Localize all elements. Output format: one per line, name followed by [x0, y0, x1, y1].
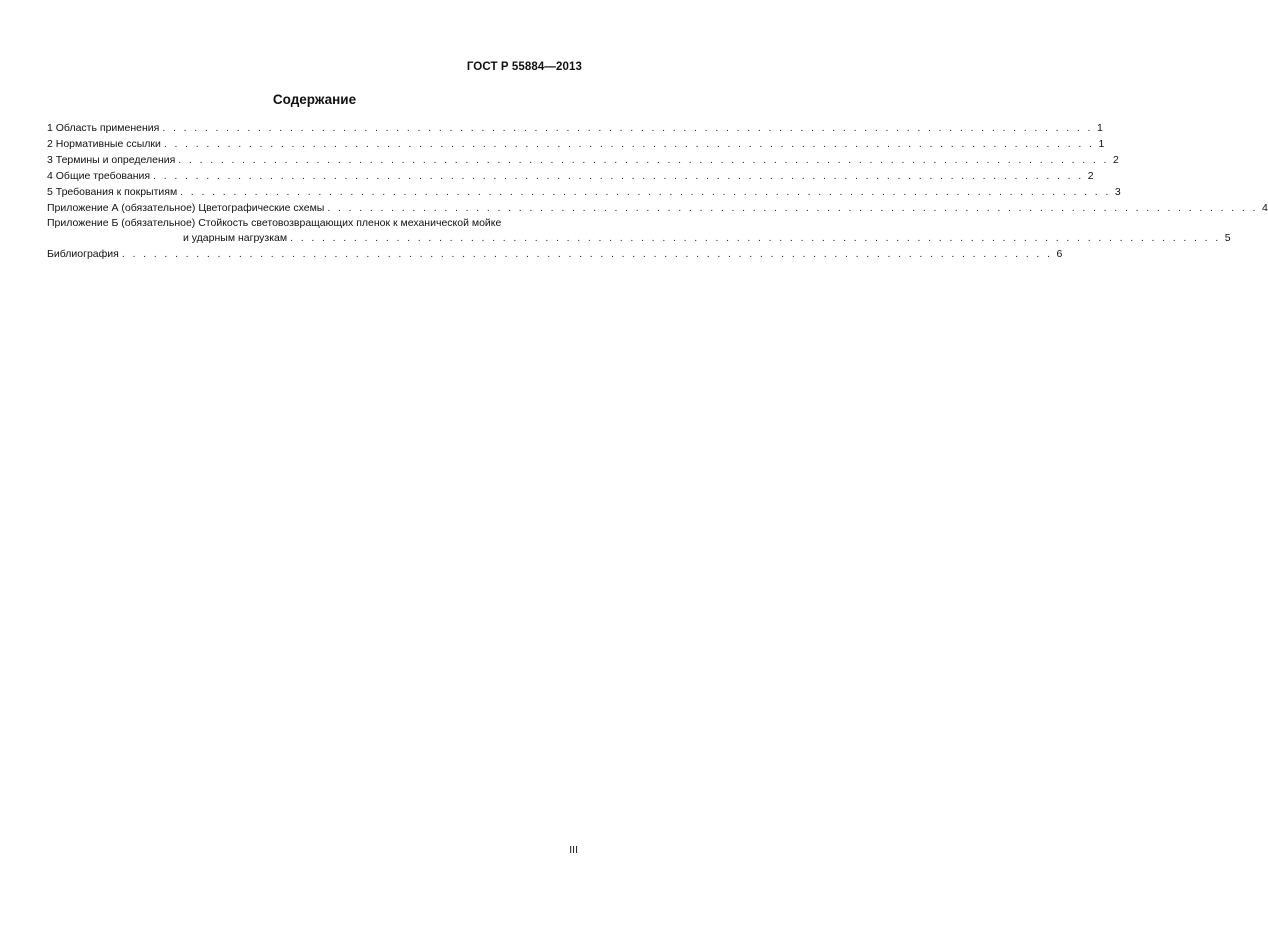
toc-entry-3[interactable]	[47, 152, 1119, 168]
leader-dots: . . . . . . . . . . . . . . . . . . . . . . . . . . . . . . . . . . . . . . . . . . . . . . . . . . . . . . . . . . . . . . . . . . . . . . . . . . . . . . . . . . . . . . . .	[153, 170, 1084, 182]
toc-entry-page: 2	[1112, 154, 1119, 166]
toc-entry-label: 1 Область применения	[47, 122, 160, 134]
toc-entry-label: Приложение А (обязательное) Цветографические схемы	[47, 202, 325, 214]
leader-dots: . . . . . . . . . . . . . . . . . . . . . . . . . . . . . . . . . . . . . . . . . . . . . . . . . . . . . . . . . . . . . . . . . . . . . . . . . . . . . . . . . . . . . . . .	[163, 138, 1095, 150]
toc-entry-label: 2 Нормативные ссылки	[47, 138, 161, 150]
toc-entry-page: 6	[1056, 248, 1063, 260]
toc-entry-page: 4	[1262, 202, 1268, 214]
toc-entry-bibliography[interactable]	[47, 246, 1063, 262]
page-number: III	[569, 844, 578, 856]
toc-entry-2[interactable]	[47, 136, 1105, 152]
leader-dots: . . . . . . . . . . . . . . . . . . . . . . . . . . . . . . . . . . . . . . . . . . . . . . . . . . . . . . . . . . . . . . . . . . . . . . . . . . . . . . . . . . . . . . . .	[178, 154, 1109, 166]
toc-entry-page: 5	[1224, 232, 1231, 244]
leader-dots: . . . . . . . . . . . . . . . . . . . . . . . . . . . . . . . . . . . . . . . . . . . . . . . . . . . . . . . . . . . . . . . . . . . . . . . . . . . . . . . . . . . . . . . .	[327, 202, 1258, 214]
toc-entry-page: 1	[1097, 122, 1103, 134]
toc-entry-page: 2	[1087, 170, 1094, 182]
table-of-contents	[47, 120, 1268, 262]
document-id: ГОСТ Р 55884—2013	[466, 61, 582, 73]
toc-entry-label: Библиография	[47, 248, 119, 260]
toc-entry-label: 3 Термины и определения	[47, 154, 176, 166]
toc-entry-appendix-a[interactable]	[47, 200, 1268, 216]
toc-entry-label-continuation: и ударным нагрузкам	[183, 232, 288, 244]
toc-entry-page: 1	[1098, 138, 1105, 150]
leader-dots: . . . . . . . . . . . . . . . . . . . . . . . . . . . . . . . . . . . . . . . . . . . . . . . . . . . . . . . . . . . . . . . . . . . . . . . . . . . . . . . . . . . . . . . .	[162, 122, 1093, 134]
leader-dots: . . . . . . . . . . . . . . . . . . . . . . . . . . . . . . . . . . . . . . . . . . . . . . . . . . . . . . . . . . . . . . . . . . . . . . . . . . . . . . . . . . . . . . . .	[290, 232, 1221, 244]
toc-entry-appendix-b-continuation[interactable]	[47, 230, 1231, 246]
toc-entry-label: Приложение Б (обязательное) Стойкость световозвращающих пленок к механической мойке	[47, 217, 502, 229]
toc-entry-label: 4 Общие требования	[47, 170, 151, 182]
leader-dots: . . . . . . . . . . . . . . . . . . . . . . . . . . . . . . . . . . . . . . . . . . . . . . . . . . . . . . . . . . . . . . . . . . . . . . . . . . . . . . . . . . . . . . . .	[180, 186, 1111, 198]
toc-entry-5[interactable]	[47, 184, 1121, 200]
toc-entry-1[interactable]	[47, 120, 1103, 136]
toc-entry-appendix-b[interactable]	[47, 216, 582, 230]
toc-entry-page: 3	[1114, 186, 1121, 198]
toc-entry-label: 5 Требования к покрытиям	[47, 186, 178, 198]
page-title: Содержание	[272, 92, 357, 107]
toc-entry-4[interactable]	[47, 168, 1094, 184]
leader-dots: . . . . . . . . . . . . . . . . . . . . . . . . . . . . . . . . . . . . . . . . . . . . . . . . . . . . . . . . . . . . . . . . . . . . . . . . . . . . . . . . . . . . . . . .	[121, 248, 1053, 260]
